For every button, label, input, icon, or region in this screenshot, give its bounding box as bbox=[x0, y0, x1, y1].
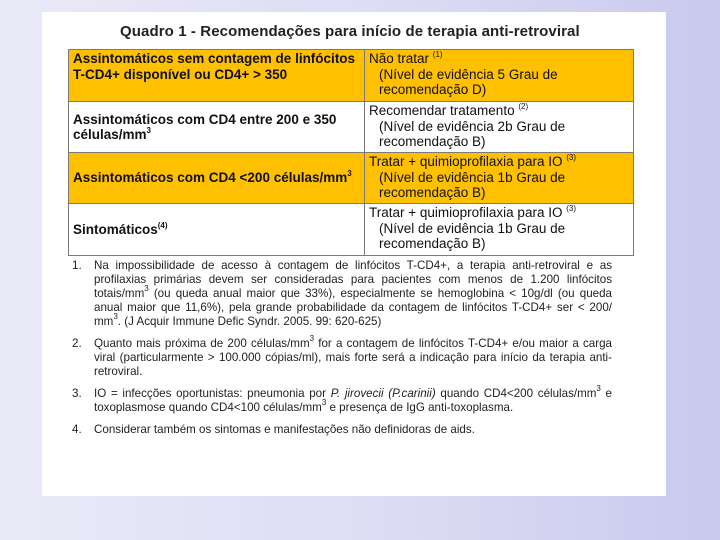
criteria-text: Assintomáticos com CD4 <200 células/mm bbox=[73, 170, 348, 186]
criteria-text: Sintomáticos bbox=[73, 221, 158, 237]
criteria-cell bbox=[69, 102, 365, 153]
table-row bbox=[69, 50, 634, 102]
action-sup: (3) bbox=[566, 204, 577, 213]
footnote-number: 1. bbox=[72, 259, 82, 272]
table-row bbox=[69, 204, 634, 256]
criteria-text: Assintomáticos sem contagem de linfócitos T-CD4+ disponível ou CD4+ > 350 bbox=[73, 51, 356, 82]
table-row bbox=[69, 153, 634, 204]
page-title: Quadro 1 - Recomendações para início de terapia anti-retroviral bbox=[120, 23, 580, 40]
footnote-2 bbox=[72, 334, 613, 379]
recommendation-cell bbox=[365, 204, 634, 256]
footnote-1 bbox=[72, 259, 612, 329]
footnote-text: Quanto mais próxima de 200 células/$mm^3$ for a contagem de linfócitos T-CD4+ e/ou maior a carga viral (particularmente > 100.000 cópias/ml), mais forte será a indicação para início da terapia anti-retroviral. bbox=[94, 334, 613, 378]
criteria-sup: 3 bbox=[146, 126, 151, 135]
action-text: Recomendar tratamento bbox=[369, 103, 515, 118]
criteria-cell bbox=[69, 50, 365, 102]
criteria-text: Assintomáticos com CD4 entre 200 e 350 células/mm bbox=[73, 111, 337, 142]
criteria-sup: (4) bbox=[157, 220, 168, 230]
footnotes-list bbox=[72, 259, 612, 445]
criteria-sup: 3 bbox=[347, 169, 352, 179]
evidence-text: (Nível de evidência 1b Grau de recomendação B) bbox=[379, 169, 566, 200]
criteria-cell bbox=[69, 204, 365, 256]
action-text: Tratar + quimioprofilaxia para IO bbox=[369, 205, 563, 220]
evidence-text: (Nível de evidência 2b Grau de recomendação B) bbox=[379, 118, 566, 149]
action-sup: (3) bbox=[566, 153, 577, 162]
recommendation-cell bbox=[365, 153, 634, 204]
footnote-4 bbox=[72, 423, 612, 437]
recommendations-table bbox=[68, 49, 634, 256]
criteria-cell bbox=[69, 153, 365, 204]
document-page bbox=[42, 12, 666, 496]
action-text: Não tratar bbox=[369, 51, 430, 66]
footnote-number: 4. bbox=[72, 423, 82, 436]
footnote-number: 3. bbox=[72, 387, 82, 400]
action-sup: (1) bbox=[432, 50, 443, 59]
footnote-text: Na impossibilidade de acesso à contagem de linfócitos T-CD4+, a terapia anti-retroviral e as profilaxias primárias devem ser consideradas para pacientes com menos de 1.200 linfócitos totais/$mm^3$ (ou queda anual maior que 33%), especialmente se hemoglobina < 10g/dl (ou queda anual maior que 11,6%), pela grande probabilidade da contagem de linfócitos T-CD4+ ser < 200/ $mm^3$. (J Acquir Immune Defic Syndr. 2005. 99: 620-625) bbox=[94, 259, 612, 328]
footnote-text: IO = infecções oportunistas: pneumonia por P. jirovecii (P.carinii) quando CD4<200 células/$mm^3$ e toxoplasmose quando CD4<100 células/$mm^3$ e presença de IgG anti-toxoplasma. bbox=[94, 384, 613, 414]
recommendation-cell bbox=[365, 50, 634, 102]
footnote-text: Considerar também os sintomas e manifestações não definidoras de aids. bbox=[94, 423, 475, 436]
evidence-text: (Nível de evidência 1b Grau de recomendação B) bbox=[379, 220, 566, 251]
action-sup: (2) bbox=[518, 102, 529, 111]
recommendation-cell bbox=[365, 102, 634, 153]
evidence-text: (Nível de evidência 5 Grau de recomendação D) bbox=[379, 66, 558, 97]
footnote-number: 2. bbox=[72, 337, 82, 350]
table-row bbox=[69, 102, 634, 153]
footnote-3 bbox=[72, 384, 613, 415]
action-text: Tratar + quimioprofilaxia para IO bbox=[369, 154, 563, 169]
